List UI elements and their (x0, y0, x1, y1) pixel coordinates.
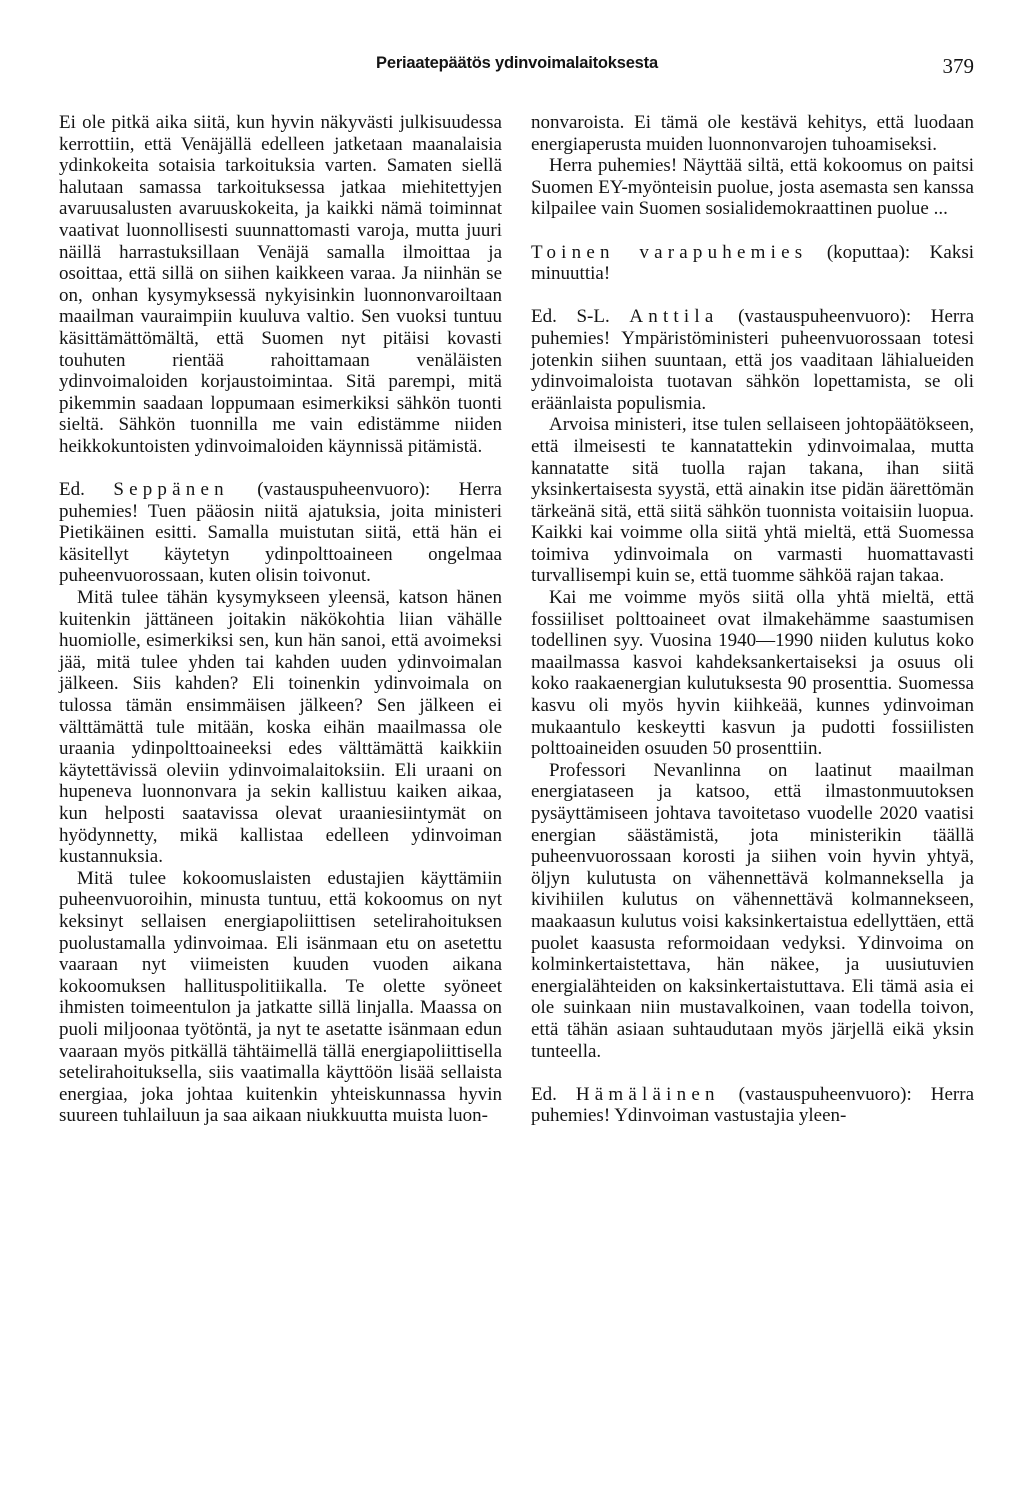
paragraph: nonvaroista. Ei tämä ole kestävä kehitys, että luodaan energiaperusta muiden luonnonvarojen tuhoamiseksi. (531, 112, 974, 155)
paragraph: Mitä tulee kokoomuslaisten edustajien käyttämiin puheenvuoroihin, minusta tuntuu, että kokoomus on nyt keksinyt sellaisen energiapoliittisen setelirahoituksen puolustamalla ydinvoimaa. Eli isänmaan etu on asetettu vaaraan nyt viimeisten kuuden vuoden aikana kokoomuksen hallituspolitiikalla. Te olette syöneet ihmisten toimeentulon ja jatkatte sillä linjalla. Maassa on puoli miljoonaa työtöntä, ja nyt te asetatte isänmaan edun vaaraan myös pitkällä tähtäimellä tällä energiapoliittisella setelirahoituksella, siis vaatimalla käyttöön lisää sellaista energiaa, joka johtaa kuitenkin yhteiskunnassa hyvin suureen tuhlailuun ja saa aikaan niukkuutta muista luon- (59, 867, 502, 1127)
right-column (531, 112, 974, 1127)
speaker-prefix: Ed. (531, 1083, 557, 1105)
paragraph: Herra puhemies! Näyttää siltä, että kokoomus on paitsi Suomen EY-myönteisin puolue, josta asemasta sen kanssa kilpailee vain Suomen sosialidemokraattinen puolue ... (531, 155, 974, 220)
paragraph: Ei ole pitkä aika siitä, kun hyvin näkyvästi julkisuudessa kerrottiin, että Venäjällä edelleen jatketaan maanalaisia ydinkokeita sotaisia tarkoituksia varten. Samaten siellä halutaan samassa tarkoituksessa jatkaa miehitettyjen avaruusalusten avaruuskokeita, ja kaikki nämä toiminnat vaativat luonnollisesti suunnattomasti varoja, mutta juuri näillä harrastuksillaan Venäjä samalla ilmoittaa ja osoittaa, että sillä on siihen kaikkeen varaa. Ja niinhän se on, onhan kysymyksessä nykyisinkin luonnonvaroiltaan maailman vauraimpiin kuuluva valtio. Sen vuoksi tuntuu käsittämättömältä, että Suomen nyt pitäisi kovasti touhuten rientää rahoittamaan venäläisten ydinvoimaloiden korjaustoimintaa. Sitä parempi, mitä pikemmin saadaan loppumaan esimerkiksi sähkön tuonti sieltä. Sähkön tuonnilla me vain edistämme niiden heikkokuntoisten ydinvoimaloiden käynnissä pitämistä. (59, 112, 502, 457)
paragraph: Mitä tulee tähän kysymykseen yleensä, katson hänen kuitenkin jättäneen joitakin näkökohtia liian vähälle huomiolle, esimerkiksi sen, kun hän sanoi, että avoimeksi jää, mitä tulee yhden tai kahden uuden ydinvoimalan jälkeen. Siis kahden? Eli toinenkin ydinvoimala on tulossa tämän ensimmäisen jälkeen? Sen jälkeen ei välttämättä tule mitään, koska eihän maailmassa ole uraania ydinpolttoaineeksi edes välttämättä kaikkiin käytettävissä oleviin ydinvoimalaitoksiin. Eli uraani on hupeneva luonnonvara ja sekin kallistuu kaiken aikaa, kun helposti saatavissa olevat uraaniesiintymät on hyödynnetty, mikä kallistaa edelleen ydinvoiman kustannuksia. (59, 587, 502, 868)
page-number: 379 (942, 54, 974, 78)
speaker-name: Hämäläinen (575, 1083, 720, 1105)
speech-text: Herra puhemies! Ympäristöministeri puheenvuorossaan totesi jotenkin siihen suuntaan, että jos vaaditaan lähialueiden ydinvoimaloista tuotavan sähkön lopettamista, se oli eräänlaista populismia. (531, 306, 975, 414)
page-header (60, 54, 974, 90)
speaker-prefix: Ed. (59, 479, 85, 501)
speaker-entry-anttila (531, 306, 974, 414)
speaker-entry-seppanen (59, 479, 502, 587)
running-title: Periaatepäätös ydinvoimalaitoksesta (376, 54, 658, 72)
speech-text: Kaksi minuuttia! (531, 241, 974, 285)
speech-text: Herra puhemies! Tuen pääosin niitä ajatuksia, joita ministeri Pietikäinen esitti. Samalla muistutan siitä, että hän ei käsitellyt käytetyn ydinpolttoaineen ongelmaa puheenvuorossaan, kuten olisin toivonut. (59, 479, 502, 587)
speaker-action: (koputtaa): (807, 241, 911, 263)
speaker-entry-chair (531, 242, 974, 285)
speaker-entry-hamalainen (531, 1084, 974, 1127)
speaker-prefix: Ed. S-L. (531, 306, 610, 328)
speaker-name: Seppänen (113, 479, 229, 501)
speech-text: Herra puhemies! Ydinvoiman vastustajia yleen- (531, 1083, 975, 1127)
speaker-role: (vastauspuheenvuoro): (719, 1083, 912, 1105)
paragraph: Arvoisa ministeri, itse tulen sellaiseen johtopäätökseen, että ilmeisesti te kannatattekin ydinvoimalaa, mutta kannatatte sitä tuolla rajan takana, ihan siitä yksinkertaisesta syystä, että ainakin itse pidän äärettömän tärkeänä sitä, että siitä sähkön tuonnista voitaisiin luopua. Kaikki kai voimme olla siitä yhtä mieltä, että Suomessa toimiva ydinvoimala on varmasti huomattavasti turvallisempi kuin se, että tuomme sähköä rajan takaa. (531, 414, 974, 587)
speaker-name: Anttila (629, 306, 719, 328)
speaker-role: (vastauspuheenvuoro): (718, 306, 912, 328)
left-column (59, 112, 502, 1127)
speaker-role: (vastauspuheenvuoro): (228, 479, 431, 501)
paragraph: Kai me voimme myös siitä olla yhtä mieltä, että fossiiliset polttoaineet ovat ilmakehämme saastumisen todellinen syy. Vuosina 1940—1990 niiden kulutus koko maailmassa kasvoi kahdeksankertaiseksi ja osuus oli koko raakaenergian kulutuksesta 90 prosenttia. Suomessa kasvu oli myös hyvin kiihkeää, kunnes ydinvoiman mukaantulo keskeytti kasvun ja pudotti fossiilisten polttoaineiden osuuden 50 prosenttiin. (531, 587, 974, 760)
speaker-name: Toinen varapuhemies (531, 241, 808, 263)
paragraph: Professori Nevanlinna on laatinut maailman energiataseen ja katsoo, että ilmastonmuutoksen pysäyttämiseen johtava tavoitetaso vuodelle 2020 vaatisi energian säästämistä, jota ministerikin täällä puheenvuorossaan korosti ja siihen voin hyvin yhtyä, öljyn kulutusta on vähennettävä kolmanneksella ja kivihiilen kulutus on vähennettävä kolmannekseen, maakaasun kulutus voisi kaksinkertaistua edellyttäen, että puolet kaasusta reformoidaan vedyksi. Ydinvoima on kolminkertaistettava, hän näkee, ja uusiutuvien energialähteiden on kaksinkertaistuttava. Eli tämä asia ei ole suinkaan niin mustavalkoinen, vaan todella toivon, että tähän asiaan suhtaudutaan myös järjellä eikä yksin tunteella. (531, 759, 974, 1062)
